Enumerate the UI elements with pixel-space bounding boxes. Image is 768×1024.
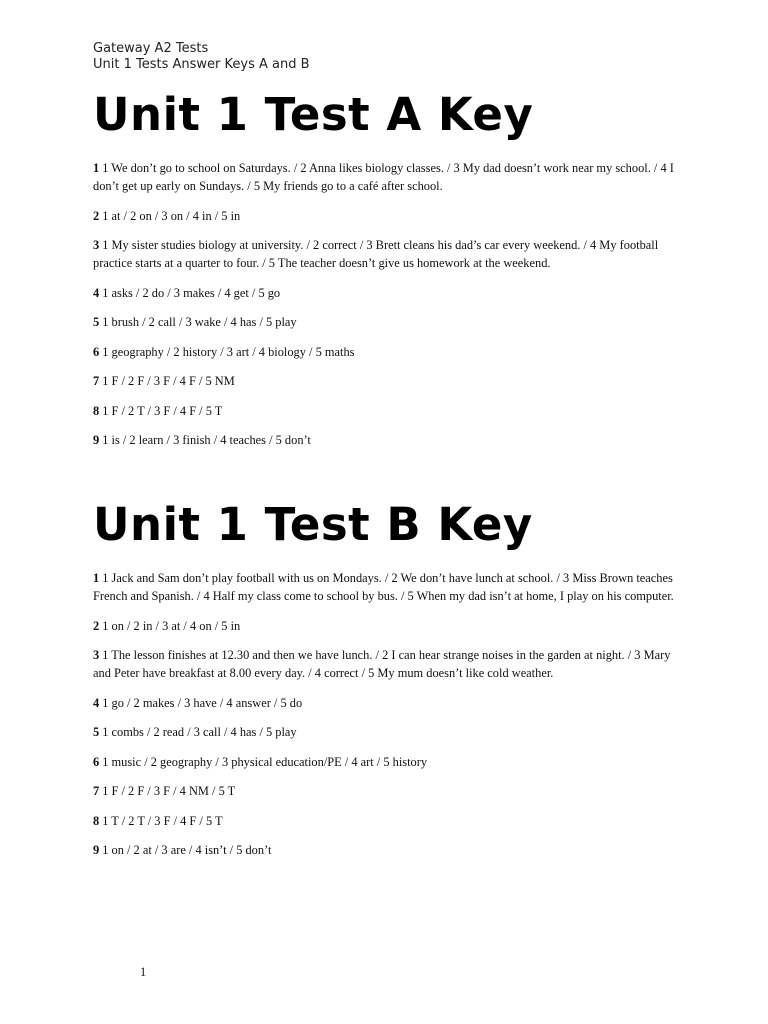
question-number: 1 [93, 571, 100, 585]
question-number: 2 [93, 618, 100, 633]
answer-text: 1 go / 2 makes / 3 have / 4 answer / 5 do [102, 695, 303, 710]
answer-list-test-b [93, 569, 683, 871]
answer-text: 1 The lesson finishes at 12.30 and then we have lunch. / 2 I can hear strange noises in the garden at night. / 3 Mary and Peter have breakfast at 8.00 every day. / 4 correct / 5 My mum doesn’t like cold weather. [93, 648, 671, 680]
answer-item [93, 723, 683, 741]
answer-text: 1 on / 2 at / 3 are / 4 isn’t / 5 don’t [102, 843, 272, 857]
answer-item [93, 313, 683, 331]
answer-list-test-a [93, 159, 683, 461]
page-header [93, 41, 310, 73]
answer-text: 1 My sister studies biology at university. / 2 correct / 3 Brett cleans his dad’s car every weekend. / 4 My football practice starts at a quarter to four. / 5 The teacher doesn’t give us homework at the weekend. [93, 238, 659, 270]
header-series-title: Gateway A2 Tests [93, 41, 209, 56]
answer-item [93, 402, 683, 420]
answer-item [93, 284, 683, 302]
answer-item [93, 569, 683, 605]
question-number: 1 [93, 161, 100, 175]
answer-text: 1 combs / 2 read / 3 call / 4 has / 5 play [102, 725, 297, 739]
answer-item [93, 646, 683, 682]
header-document-title: Unit 1 Tests Answer Keys A and B [93, 57, 310, 72]
question-number: 4 [93, 695, 100, 710]
answer-text: 1 music / 2 geography / 3 physical education/PE / 4 art / 5 history [102, 754, 428, 769]
question-number: 6 [93, 754, 100, 769]
question-number: 8 [93, 403, 100, 418]
page-number: 1 [140, 965, 147, 979]
question-number: 8 [93, 813, 100, 828]
answer-item [93, 694, 683, 712]
answer-text: 1 brush / 2 call / 3 wake / 4 has / 5 play [102, 315, 297, 329]
section-title-test-b: Unit 1 Test B Key [93, 498, 533, 551]
question-number: 9 [93, 843, 100, 857]
answer-text: 1 at / 2 on / 3 on / 4 in / 5 in [102, 208, 241, 223]
answer-text: 1 on / 2 in / 3 at / 4 on / 5 in [102, 618, 241, 633]
answer-item [93, 236, 683, 272]
answer-text: 1 T / 2 T / 3 F / 4 F / 5 T [102, 813, 223, 828]
answer-item [93, 372, 683, 390]
answer-item [93, 343, 683, 361]
section-title-test-a: Unit 1 Test A Key [93, 88, 534, 141]
answer-item [93, 207, 683, 225]
answer-text: 1 geography / 2 history / 3 art / 4 biology / 5 maths [102, 344, 355, 359]
question-number: 7 [93, 784, 100, 798]
answer-text: 1 F / 2 F / 3 F / 4 F / 5 NM [102, 374, 235, 388]
answer-text: 1 is / 2 learn / 3 finish / 4 teaches / 5 don’t [102, 433, 311, 447]
answer-item [93, 753, 683, 771]
answer-item [93, 431, 683, 449]
question-number: 7 [93, 374, 100, 388]
answer-item [93, 812, 683, 830]
answer-item [93, 159, 683, 195]
answer-text: 1 F / 2 T / 3 F / 4 F / 5 T [102, 403, 223, 418]
question-number: 6 [93, 344, 100, 359]
question-number: 3 [93, 648, 100, 662]
answer-item [93, 782, 683, 800]
question-number: 4 [93, 285, 100, 300]
question-number: 5 [93, 725, 100, 739]
question-number: 2 [93, 208, 100, 223]
answer-text: 1 asks / 2 do / 3 makes / 4 get / 5 go [102, 285, 281, 300]
question-number: 9 [93, 433, 100, 447]
answer-item [93, 841, 683, 859]
question-number: 3 [93, 238, 100, 252]
answer-item [93, 617, 683, 635]
answer-text: 1 We don’t go to school on Saturdays. / 2 Anna likes biology classes. / 3 My dad doesn’t work near my school. / 4 I don’t get up early on Sundays. / 5 My friends go to a café after school. [93, 161, 674, 193]
answer-text: 1 Jack and Sam don’t play football with us on Mondays. / 2 We don’t have lunch at school. / 3 Miss Brown teaches French and Spanish. / 4 Half my class come to school by bus. / 5 When my dad isn’t at home, I play on his computer. [93, 571, 674, 603]
answer-text: 1 F / 2 F / 3 F / 4 NM / 5 T [102, 784, 236, 798]
question-number: 5 [93, 315, 100, 329]
